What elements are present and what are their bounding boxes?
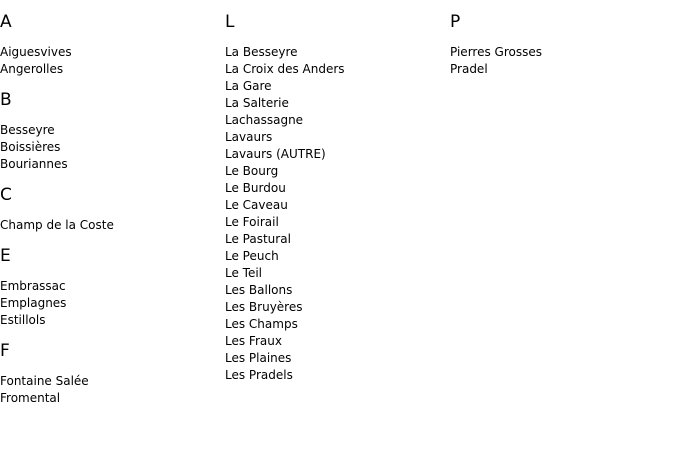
letter-heading-e: E xyxy=(0,246,11,266)
place-item[interactable] xyxy=(225,248,445,265)
index-column-2 xyxy=(225,0,445,384)
place-list-f xyxy=(0,373,220,407)
letter-heading-a: A xyxy=(0,12,12,32)
letter-heading-b: B xyxy=(0,90,12,110)
place-list-b xyxy=(0,122,220,173)
letter-group-f xyxy=(0,341,220,407)
letter-group-e xyxy=(0,246,220,329)
place-item[interactable] xyxy=(225,299,445,316)
place-link[interactable]: Pradel xyxy=(450,62,488,76)
place-link[interactable]: Bouriannes xyxy=(0,157,68,171)
place-link[interactable]: Boissières xyxy=(0,140,61,154)
place-link[interactable]: Embrassac xyxy=(0,279,66,293)
place-link[interactable]: Le Pastural xyxy=(225,232,291,246)
place-item[interactable] xyxy=(225,112,445,129)
place-item[interactable] xyxy=(225,316,445,333)
place-item[interactable] xyxy=(0,312,220,329)
place-item[interactable] xyxy=(225,350,445,367)
place-list-p xyxy=(450,44,670,78)
letter-heading-f: F xyxy=(0,341,10,361)
place-link[interactable]: Besseyre xyxy=(0,123,55,137)
place-link[interactable]: Champ de la Coste xyxy=(0,218,114,232)
place-link[interactable]: Le Foirail xyxy=(225,215,279,229)
letter-heading-p: P xyxy=(450,12,461,32)
place-item[interactable] xyxy=(0,390,220,407)
place-item[interactable] xyxy=(225,282,445,299)
place-item[interactable] xyxy=(0,139,220,156)
place-link[interactable]: Le Peuch xyxy=(225,249,279,263)
place-item[interactable] xyxy=(0,217,220,234)
place-link[interactable]: La Besseyre xyxy=(225,45,298,59)
place-list-a xyxy=(0,44,220,78)
place-link[interactable]: Aiguesvives xyxy=(0,45,72,59)
place-item[interactable] xyxy=(225,61,445,78)
letter-group-l xyxy=(225,12,445,384)
letter-heading-l: L xyxy=(225,12,235,32)
place-link[interactable]: Les Champs xyxy=(225,317,298,331)
place-link[interactable]: Les Pradels xyxy=(225,368,293,382)
place-item[interactable] xyxy=(0,373,220,390)
letter-group-a xyxy=(0,12,220,78)
place-item[interactable] xyxy=(225,78,445,95)
place-link[interactable]: Pierres Grosses xyxy=(450,45,542,59)
place-link[interactable]: Les Fraux xyxy=(225,334,282,348)
place-link[interactable]: La Croix des Anders xyxy=(225,62,345,76)
place-item[interactable] xyxy=(225,333,445,350)
place-item[interactable] xyxy=(0,295,220,312)
place-link[interactable]: Le Caveau xyxy=(225,198,288,212)
letter-group-c xyxy=(0,185,220,234)
letter-group-b xyxy=(0,90,220,173)
place-link[interactable]: Estillols xyxy=(0,313,46,327)
place-item[interactable] xyxy=(225,95,445,112)
place-item[interactable] xyxy=(225,163,445,180)
place-item[interactable] xyxy=(225,44,445,61)
place-item[interactable] xyxy=(450,61,670,78)
place-link[interactable]: Fromental xyxy=(0,391,61,405)
place-link[interactable]: Les Bruyères xyxy=(225,300,303,314)
letter-group-p xyxy=(450,12,670,78)
place-link[interactable]: Lachassagne xyxy=(225,113,304,127)
place-item[interactable] xyxy=(0,122,220,139)
place-link[interactable]: Emplagnes xyxy=(0,296,67,310)
place-link[interactable]: Le Teil xyxy=(225,266,263,280)
place-list-l xyxy=(225,44,445,384)
place-item[interactable] xyxy=(225,367,445,384)
letter-heading-c: C xyxy=(0,185,12,205)
place-item[interactable] xyxy=(225,129,445,146)
index-column-1 xyxy=(0,0,220,407)
place-link[interactable]: Lavaurs (AUTRE) xyxy=(225,147,326,161)
place-item[interactable] xyxy=(225,180,445,197)
place-item[interactable] xyxy=(225,197,445,214)
place-item[interactable] xyxy=(0,278,220,295)
place-link[interactable]: La Gare xyxy=(225,79,272,93)
place-link[interactable]: Fontaine Salée xyxy=(0,374,89,388)
place-item[interactable] xyxy=(0,44,220,61)
index-column-3 xyxy=(450,0,670,78)
place-item[interactable] xyxy=(225,214,445,231)
place-link[interactable]: La Salterie xyxy=(225,96,289,110)
place-link[interactable]: Le Burdou xyxy=(225,181,286,195)
place-item[interactable] xyxy=(225,146,445,163)
place-link[interactable]: Les Plaines xyxy=(225,351,292,365)
place-link[interactable]: Lavaurs xyxy=(225,130,273,144)
place-item[interactable] xyxy=(225,231,445,248)
place-item[interactable] xyxy=(225,265,445,282)
place-link[interactable]: Le Bourg xyxy=(225,164,279,178)
place-link[interactable]: Angerolles xyxy=(0,62,64,76)
place-item[interactable] xyxy=(450,44,670,61)
place-list-e xyxy=(0,278,220,329)
place-item[interactable] xyxy=(0,61,220,78)
place-list-c xyxy=(0,217,220,234)
place-item[interactable] xyxy=(0,156,220,173)
place-link[interactable]: Les Ballons xyxy=(225,283,293,297)
